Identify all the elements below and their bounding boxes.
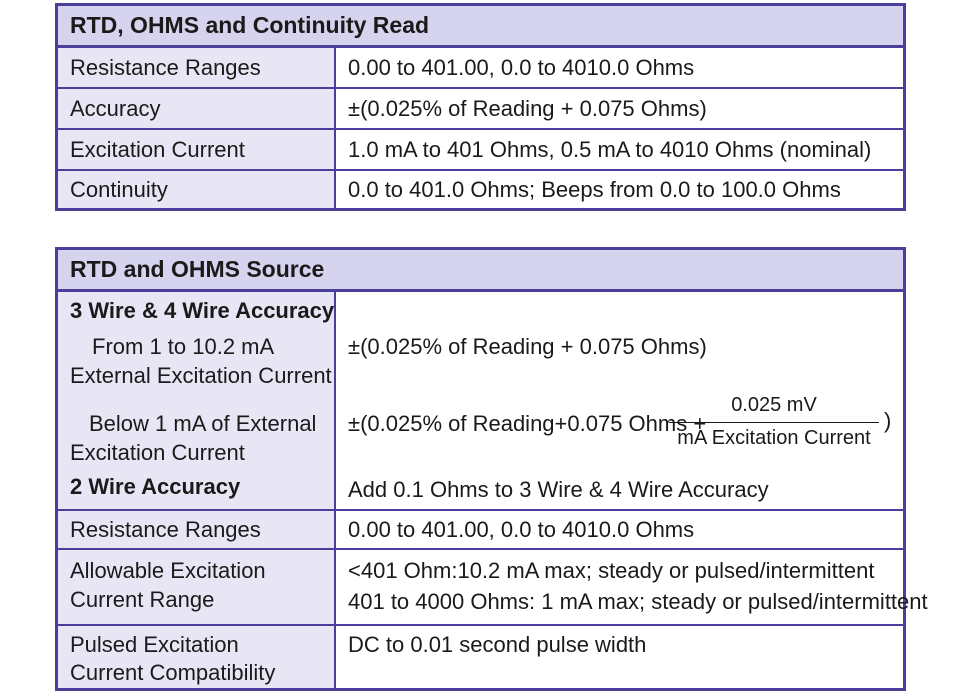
- from-label-line2: External Excitation Current: [70, 363, 332, 388]
- table-row: [58, 292, 903, 511]
- from-label-line1: From 1 to 10.2 mA: [92, 334, 275, 359]
- fraction-denominator: mA Excitation Current: [677, 427, 871, 449]
- table-header: [58, 250, 903, 292]
- allowable-label-line2: Current Range: [70, 587, 215, 612]
- row-label: Resistance Ranges: [58, 511, 336, 548]
- fraction-bar: [669, 422, 879, 423]
- allowable-label-line1: Allowable Excitation: [70, 558, 266, 583]
- table-header: [58, 6, 903, 48]
- row-label: Resistance Ranges: [58, 48, 336, 87]
- table-title: RTD and OHMS Source: [70, 256, 325, 282]
- row-value: 1.0 mA to 401 Ohms, 0.5 mA to 4010 Ohms (nominal): [348, 136, 872, 162]
- below-value-prefix: ±(0.025% of Reading+0.075 Ohms +: [348, 411, 707, 436]
- continuity-read-table: [55, 3, 906, 211]
- accuracy-value-cell: [336, 292, 903, 509]
- table-row: [58, 550, 928, 626]
- table-row: [58, 48, 903, 89]
- below-label-line1: Below 1 mA of External: [89, 411, 317, 436]
- table-row: [58, 511, 903, 550]
- allowable-value-line2: 401 to 4000 Ohms: 1 mA max; steady or pulsed/intermittent: [348, 589, 928, 614]
- pulsed-label-line1: Pulsed Excitation: [70, 632, 239, 657]
- ohms-source-table: [55, 247, 928, 691]
- row-value: 0.00 to 401.00, 0.0 to 4010.0 Ohms: [348, 516, 695, 542]
- table-title: RTD, OHMS and Continuity Read: [70, 12, 430, 38]
- row-label: [58, 626, 336, 688]
- from-value: ±(0.025% of Reading + 0.075 Ohms): [348, 334, 707, 359]
- below-label-line2: Excitation Current: [70, 440, 245, 465]
- table-row: [58, 626, 903, 688]
- allowable-value-line1: <401 Ohm:10.2 mA max; steady or pulsed/intermittent: [348, 558, 875, 583]
- table-row: [58, 130, 903, 171]
- row-value: [336, 550, 928, 624]
- heading-2-wire: 2 Wire Accuracy: [70, 474, 241, 499]
- close-paren: ): [884, 408, 892, 433]
- row-value: [336, 626, 903, 688]
- two-wire-value: Add 0.1 Ohms to 3 Wire & 4 Wire Accuracy: [348, 477, 769, 502]
- row-label: Continuity: [58, 171, 336, 208]
- accuracy-label-cell: [58, 292, 336, 509]
- pulsed-value: DC to 0.01 second pulse width: [348, 632, 647, 657]
- heading-3-4-wire: 3 Wire & 4 Wire Accuracy: [70, 298, 335, 323]
- row-label: Excitation Current: [58, 130, 336, 169]
- fraction-numerator: 0.025 mV: [731, 394, 817, 416]
- row-value: 0.0 to 401.0 Ohms; Beeps from 0.0 to 100.0 Ohms: [348, 176, 841, 202]
- row-value: ±(0.025% of Reading + 0.075 Ohms): [348, 95, 707, 121]
- table-row: [58, 171, 903, 208]
- row-label: Accuracy: [58, 89, 336, 128]
- pulsed-label-line2: Current Compatibility: [70, 660, 276, 685]
- row-value: 0.00 to 401.00, 0.0 to 4010.0 Ohms: [348, 54, 695, 80]
- row-label: [58, 550, 336, 624]
- table-row: [58, 89, 903, 130]
